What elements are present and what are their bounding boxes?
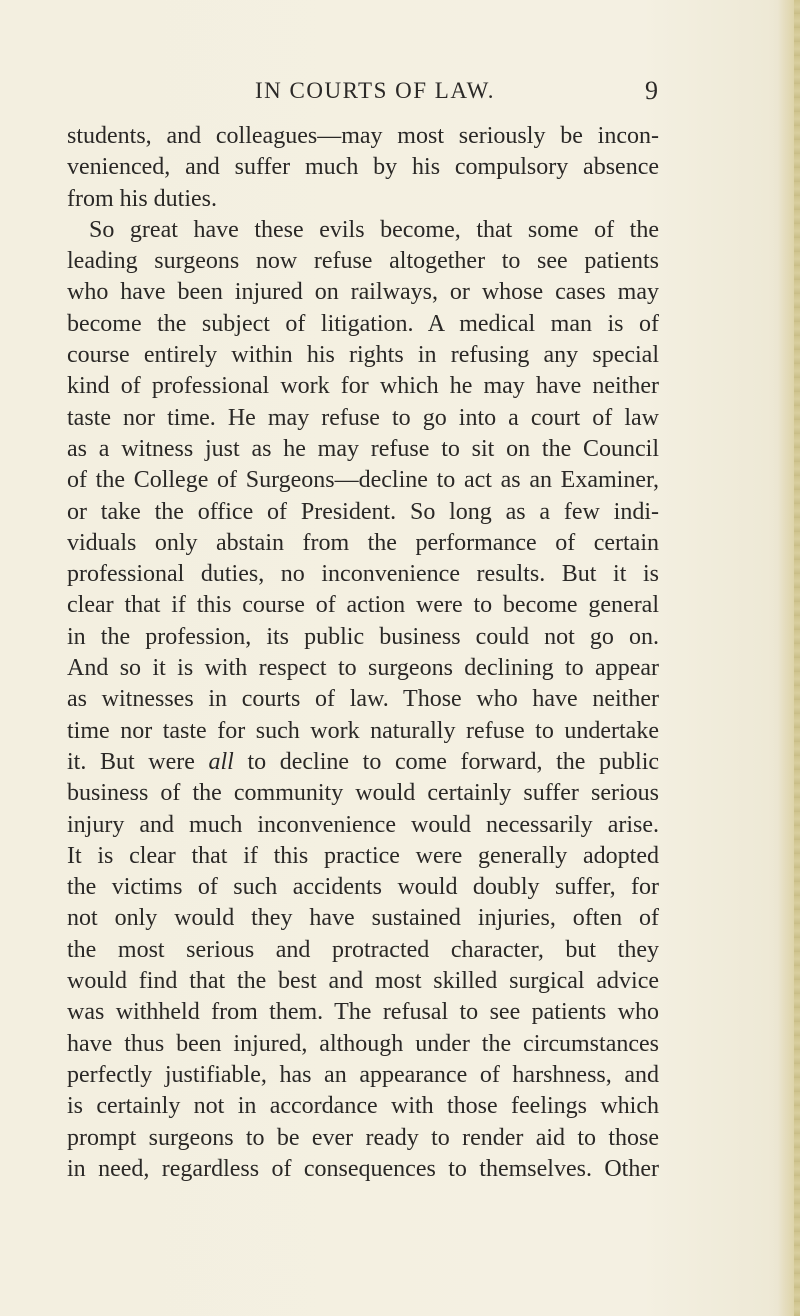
text-line: students, and colleagues—may most seriously be incon-	[67, 123, 659, 149]
page-number: 9	[645, 76, 658, 105]
text-line: who have been injured on railways, or whose cases may	[67, 279, 659, 306]
text-line: become the subject of litigation. A medical man is of	[67, 310, 659, 337]
text-line: prompt surgeons to be ever ready to render aid to those	[67, 1124, 659, 1151]
italic-word: all	[208, 748, 234, 775]
text-line: the most serious and protracted character, but they	[67, 936, 659, 963]
text-line: clear that if this course of action were to become general	[67, 592, 659, 619]
text-line: viduals only abstain from the performance of certain	[67, 529, 659, 556]
text-line: And so it is with respect to surgeons declining to appear	[67, 655, 659, 682]
text-line: is certainly not in accordance with those feelings which	[67, 1093, 659, 1120]
text-line: would find that the best and most skilled surgical advice	[67, 968, 659, 995]
text-line: perfectly justifiable, has an appearance of harshness, and	[67, 1061, 659, 1088]
text-line: of the College of Surgeons—decline to act as an Examiner,	[67, 467, 659, 494]
text-line: or take the office of President. So long as a few indi-	[67, 498, 659, 525]
text-line: have thus been injured, although under the circumstances	[67, 1030, 659, 1057]
text-line: from his duties.	[67, 185, 217, 212]
text-line: the victims of such accidents would doubly suffer, for	[67, 874, 659, 901]
text-line: kind of professional work for which he may have neither	[67, 373, 659, 400]
text-line: professional duties, no inconvenience results. But it is	[67, 561, 659, 588]
text-line: time nor taste for such work naturally refuse to undertake	[67, 717, 659, 744]
body-text	[67, 121, 659, 1185]
running-head: IN COURTS OF LAW.	[255, 78, 495, 103]
text-line: in the profession, its public business could not go on.	[67, 623, 659, 650]
text-line: as witnesses in courts of law. Those who have neither	[67, 686, 659, 713]
text-segment: to decline to come forward, the public	[247, 748, 660, 775]
text-line: injury and much inconvenience would necessarily arise.	[67, 811, 659, 838]
text-line: course entirely within his rights in refusing any special	[67, 342, 659, 369]
text-line: was withheld from them. The refusal to see patients who	[67, 999, 659, 1026]
text-line: taste nor time. He may refuse to go into a court of law	[67, 404, 659, 431]
text-line: as a witness just as he may refuse to sit on the Council	[67, 435, 659, 462]
page-edge-binding	[794, 0, 800, 1316]
text-line: leading surgeons now refuse altogether to see patients	[67, 248, 659, 275]
text-segment: it. But were	[67, 748, 195, 775]
page-header	[0, 76, 800, 110]
text-line: not only would they have sustained injuries, often of	[67, 905, 659, 932]
text-line: It is clear that if this practice were generally adopted	[67, 842, 659, 869]
text-line-with-italic	[67, 747, 659, 778]
text-line: in need, regardless of consequences to themselves. Other	[67, 1155, 659, 1182]
text-line: So great have these evils become, that some of the	[89, 216, 659, 243]
text-line: venienced, and suffer much by his compulsory absence	[67, 154, 659, 181]
text-line: business of the community would certainly suffer serious	[67, 780, 659, 807]
